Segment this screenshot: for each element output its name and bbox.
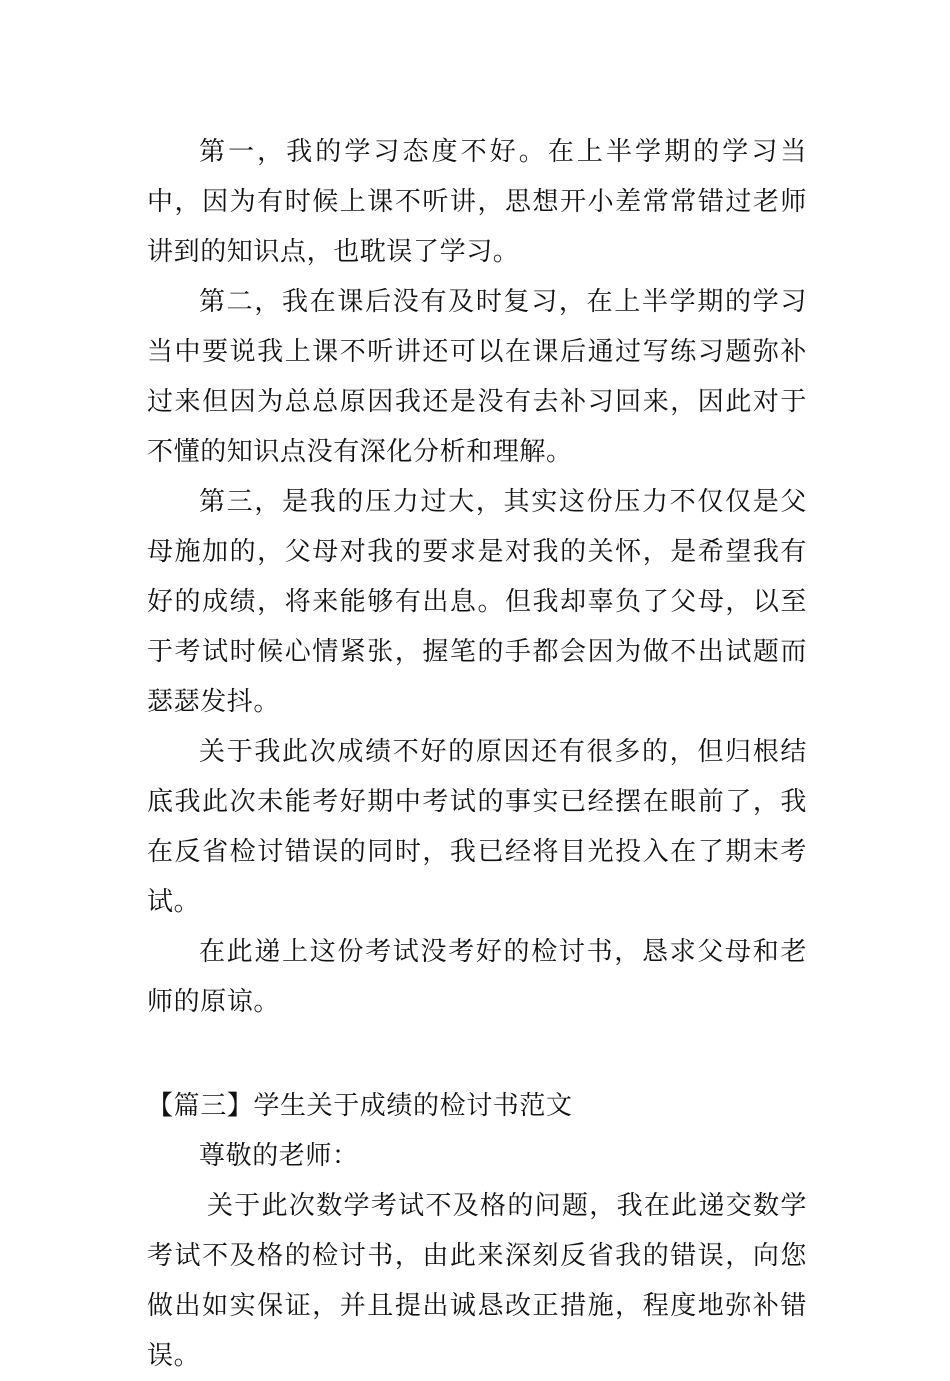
paragraph-conclusion: 关于我此次成绩不好的原因还有很多的，但归根结底我此次未能考好期中考试的事实已经摆在眼前了，我在反省检讨错误的同时，我已经将目光投入在了期末考试。 <box>147 737 807 917</box>
paragraph-apology: 在此递上这份考试没考好的检讨书，恳求父母和老师的原谅。 <box>147 937 807 1017</box>
section-heading: 【篇三】学生关于成绩的检讨书范文 <box>147 1091 573 1121</box>
salutation: 尊敬的老师： <box>199 1141 359 1171</box>
document-body <box>147 127 807 1381</box>
paragraph-math-exam: 关于此次数学考试不及格的问题，我在此递交数学考试不及格的检讨书，由此来深刻反省我的错误，向您做出如实保证，并且提出诚恳改正措施，程度地弥补错误。 <box>147 1191 807 1371</box>
paragraph-second-reason: 第二，我在课后没有及时复习，在上半学期的学习当中要说我上课不听讲还可以在课后通过写练习题弥补过来但因为总总原因我还是没有去补习回来，因此对于不懂的知识点没有深化分析和理解。 <box>147 287 807 467</box>
paragraph-third-reason: 第三，是我的压力过大，其实这份压力不仅仅是父母施加的，父母对我的要求是对我的关怀，是希望我有好的成绩，将来能够有出息。但我却辜负了父母，以至于考试时候心情紧张，握笔的手都会因为做不出试题而瑟瑟发抖。 <box>147 487 807 717</box>
paragraph-first-reason: 第一，我的学习态度不好。在上半学期的学习当中，因为有时候上课不听讲，思想开小差常常错过老师讲到的知识点，也耽误了学习。 <box>147 137 807 267</box>
